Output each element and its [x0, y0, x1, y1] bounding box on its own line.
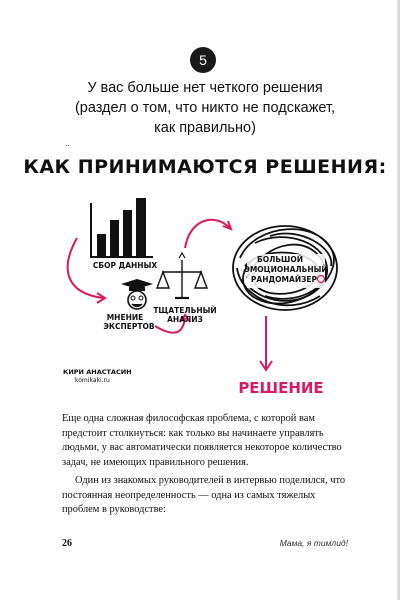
expert-icon: [121, 279, 153, 309]
label-randomizer-1: БОЛЬШОЙ: [257, 255, 303, 264]
bar-chart-icon: [91, 198, 153, 257]
illustrator-signature-2: komikaki.ru: [75, 377, 110, 384]
label-data-collection: СБОР ДАННЫХ: [92, 261, 158, 270]
label-result: РЕШЕНИЕ: [238, 379, 324, 397]
margin-mark: ..: [65, 139, 71, 148]
chapter-number: 5: [199, 52, 207, 68]
label-randomizer-2: ЭМОЦИОНАЛЬНЫЙ: [244, 265, 328, 274]
label-randomizer-3: РАНДОМАЙЗЕР: [250, 275, 318, 284]
body-text: [62, 412, 352, 522]
chapter-title-line: У вас больше нет четкого решения: [87, 80, 323, 96]
arrow-analysis-to-randomizer: [185, 220, 230, 248]
label-expert-opinion-1: МНЕНИЕ: [106, 313, 144, 322]
chapter-title-line: (раздел о том, что никто не подскажет,: [74, 100, 336, 116]
label-expert-opinion-2: ЭКСПЕРТОВ: [103, 322, 155, 331]
scales-icon: [157, 253, 207, 298]
label-analysis-1: ТЩАТЕЛЬНЫЙ: [153, 306, 217, 315]
chapter-title: [40, 78, 370, 138]
illustration-heading: КАК ПРИНИМАЮТСЯ РЕШЕНИЯ:: [23, 156, 387, 178]
running-title: Мама, я тимлид!: [279, 538, 348, 548]
body-paragraph: Один из знакомых руководителей в интервью поделился, что постоянная неопределенность — одна из самых тяжелых проблем в руководстве:: [62, 475, 346, 515]
chapter-title-line: как правильно): [154, 120, 256, 136]
chapter-number-badge: [190, 47, 216, 73]
body-paragraph: Еще одна сложная философская проблема, с которой вам предстоит столкнуться: как только вы начинаете управлять людьми, у вас автоматически появляется некоторое количество задач, не имеющих правильного решения.: [62, 413, 342, 468]
label-analysis-2: АНАЛИЗ: [167, 315, 203, 324]
illustrator-signature-1: КИРИ АНАСТАСИН: [63, 368, 132, 376]
page-number: 26: [62, 538, 72, 549]
decision-illustration: [23, 148, 387, 403]
